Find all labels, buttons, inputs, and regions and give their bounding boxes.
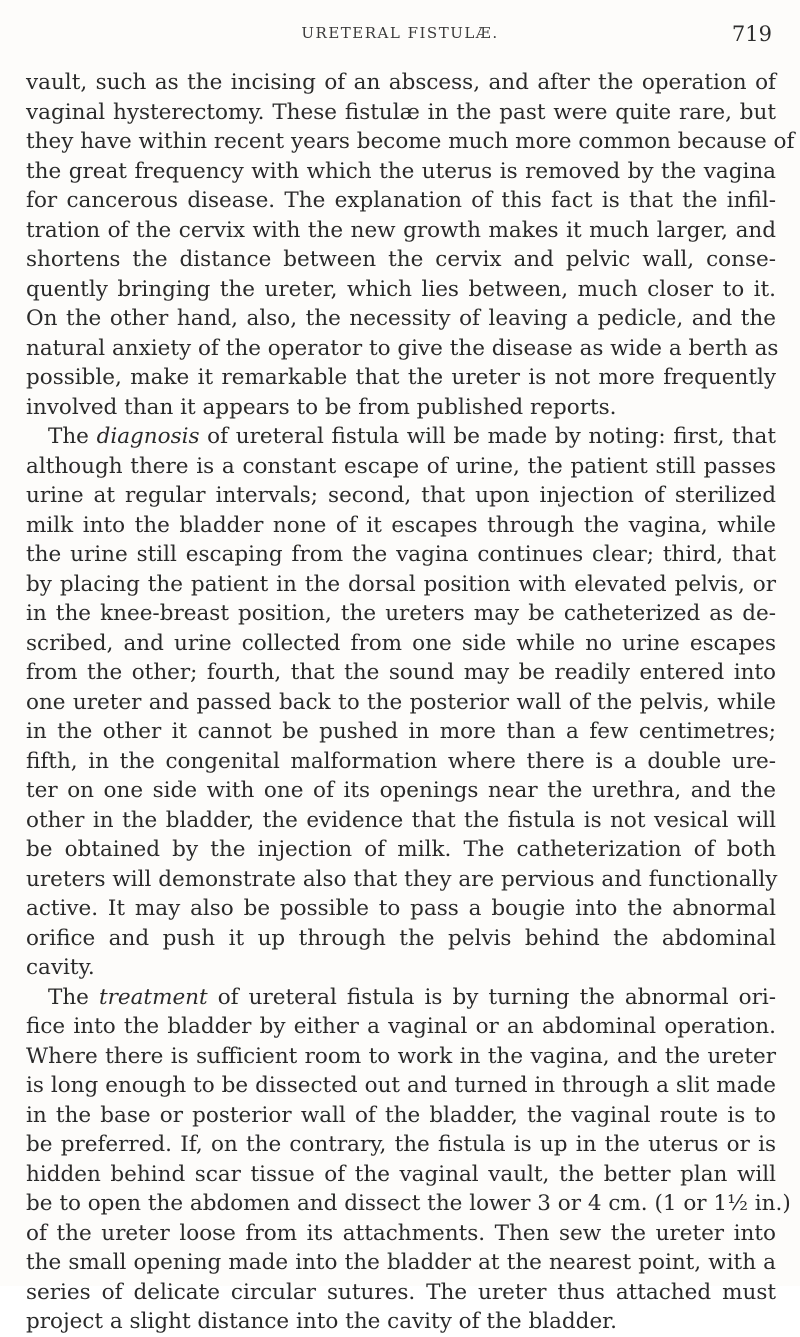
text-line: possible, make it remarkable that the ureter is not more frequently: [26, 365, 776, 390]
text-line: the urine still escaping from the vagina continues clear; third, that: [26, 542, 776, 567]
text-line: for cancerous disease. The explanation of this fact is that the infil-: [26, 188, 776, 213]
text-line: natural anxiety of the operator to give the disease as wide a berth as: [26, 335, 779, 361]
text-line: be obtained by the injection of milk. The catheterization of both: [26, 837, 776, 862]
text-line: of the ureter loose from its attachments. Then sew the ureter into: [26, 1220, 776, 1246]
text-line: shortens the distance between the cervix and pelvic wall, conse-: [26, 247, 776, 272]
text-line: from the other; fourth, that the sound may be readily entered into: [26, 660, 776, 685]
text-line: fice into the bladder by either a vaginal or an abdominal operation.: [26, 1014, 776, 1039]
diagnosis-term: diagnosis: [96, 424, 200, 449]
text-line: although there is a constant escape of urine, the patient still passes: [26, 453, 776, 479]
text-line: in the base or posterior wall of the bladder, the vaginal route is to: [26, 1102, 776, 1128]
text-line: Where there is sufficient room to work in the vagina, and the ureter: [26, 1043, 776, 1069]
text-line: involved than it appears to be from published reports.: [26, 394, 617, 420]
text-line: the great frequency with which the uterus is removed by the vagina: [26, 158, 776, 184]
text-line: fifth, in the congenital malformation where there is a double ure-: [26, 748, 776, 774]
text-run: The: [48, 984, 99, 1010]
text-run: of ureteral fistula will be made by noting: first, that: [199, 424, 776, 449]
treatment-term: treatment: [98, 984, 208, 1010]
text-line: project a slight distance into the cavity of the bladder.: [26, 1309, 617, 1334]
text-line: in the other it cannot be pushed in more than a few centimetres;: [26, 719, 776, 744]
text-line: is long enough to be dissected out and turned in through a slit made: [26, 1073, 776, 1098]
running-head: [0, 22, 800, 62]
diagnosis-paragraph-start: [26, 422, 776, 452]
text-run: The: [48, 424, 97, 449]
text-line: ureters will demonstrate also that they are pervious and functionally: [26, 866, 778, 892]
text-line: quently bringing the ureter, which lies between, much closer to it.: [26, 276, 776, 302]
text-line: urine at regular intervals; second, that upon injection of sterilized: [26, 483, 776, 508]
running-title: URETERAL FISTULÆ.: [301, 24, 499, 42]
text-line: other in the bladder, the evidence that the fistula is not vesical will: [26, 807, 776, 833]
text-line: cavity.: [26, 955, 95, 980]
text-line: active. It may also be possible to pass a bougie into the abnormal: [26, 896, 776, 921]
text-line: On the other hand, also, the necessity of leaving a pedicle, and the: [26, 306, 776, 331]
text-line: they have within recent years become much more common because of: [26, 129, 795, 154]
text-line: scribed, and urine collected from one side while no urine escapes: [26, 630, 776, 656]
text-line: series of delicate circular sutures. The ureter thus attached must: [26, 1279, 776, 1305]
page-number: 719: [731, 22, 772, 46]
text-line: be preferred. If, on the contrary, the fistula is up in the uterus or is: [26, 1132, 776, 1157]
text-line: hidden behind scar tissue of the vaginal vault, the better plan will: [26, 1161, 776, 1187]
text-line: by placing the patient in the dorsal position with elevated pelvis, or: [26, 571, 776, 597]
text-line: vault, such as the incising of an abscess, and after the operation of: [26, 70, 776, 95]
treatment-paragraph-start: [26, 983, 776, 1013]
text-line: one ureter and passed back to the posterior wall of the pelvis, while: [26, 689, 776, 715]
text-line: the small opening made into the bladder at the nearest point, with a: [26, 1250, 776, 1275]
text-line: in the knee-breast position, the ureters may be catheterized as de-: [26, 601, 776, 626]
text-line: be to open the abdomen and dissect the lower 3 or 4 cm. (1 or 1½ in.): [26, 1191, 791, 1216]
body-text: [26, 68, 795, 1337]
text-line: milk into the bladder none of it escapes through the vagina, while: [26, 512, 776, 538]
text-run: of ureteral fistula is by turning the abnormal ori-: [207, 984, 776, 1010]
text-line: ter on one side with one of its openings near the urethra, and the: [26, 778, 776, 803]
text-line: orifice and push it up through the pelvis behind the abdominal: [26, 925, 776, 951]
text-line: vaginal hysterectomy. These fistulæ in the past were quite rare, but: [26, 99, 776, 125]
text-line: tration of the cervix with the new growth makes it much larger, and: [26, 217, 776, 243]
